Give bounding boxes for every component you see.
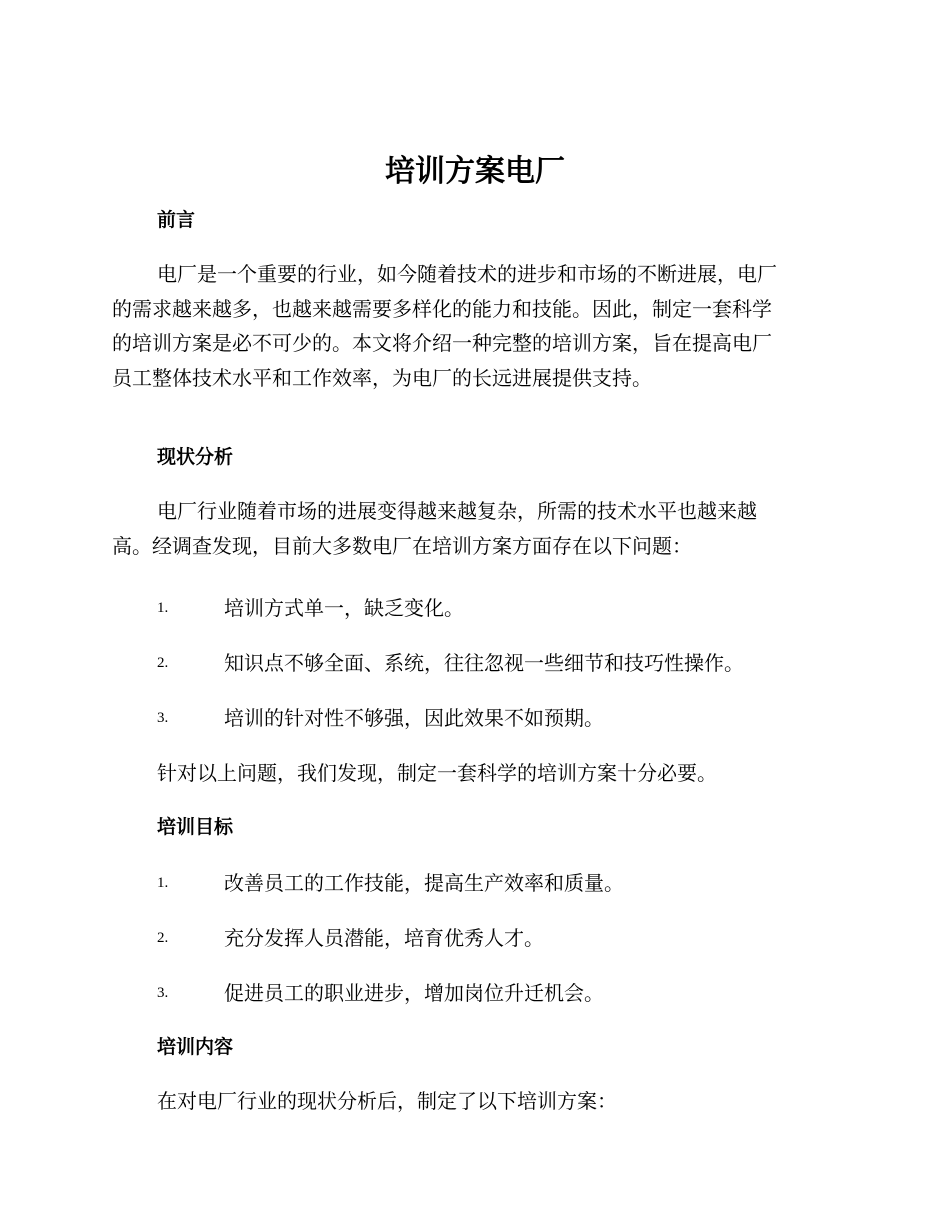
section-heading-training-goals: 培训目标 [157,816,234,838]
status-analysis-paragraph [112,494,832,563]
status-analysis-closing: 针对以上问题，我们发现，制定一套科学的培训方案十分必要。 [157,761,717,785]
section-heading-training-content: 培训内容 [157,1036,234,1058]
list-item-number: 2. [157,930,169,946]
list-item-text: 知识点不够全面、系统，往往忽视一些细节和技巧性操作。 [224,651,744,675]
paragraph-line: 的培训方案是必不可少的。本文将介绍一种完整的培训方案，旨在提高电厂 [112,331,772,355]
list-item-text: 充分发挥人员潜能，培育优秀人才。 [224,926,544,950]
list-item-number: 3. [157,985,169,1001]
section-heading-preface: 前言 [157,209,196,231]
list-item-text: 改善员工的工作技能，提高生产效率和质量。 [224,871,624,895]
list-item-text: 培训方式单一，缺乏变化。 [224,596,464,620]
list-item-number: 1. [157,875,169,891]
list-item-text: 培训的针对性不够强，因此效果不如预期。 [224,706,604,730]
training-content-intro: 在对电厂行业的现状分析后，制定了以下培训方案： [157,1089,617,1113]
paragraph-line: 员工整体技术水平和工作效率，为电厂的长远进展提供支持。 [112,365,652,390]
paragraph-line: 高。经调查发现，目前大多数电厂在培训方案方面存在以下问题： [112,533,692,558]
paragraph-line: 的需求越来越多，也越来越需要多样化的能力和技能。因此，制定一套科学 [112,296,772,321]
section-heading-status-analysis: 现状分析 [157,446,234,468]
list-item-number: 1. [157,600,169,616]
preface-paragraph [112,257,832,395]
paragraph-line: 电厂是一个重要的行业，如今随着技术的进步和市场的不断进展，电厂 [157,262,777,286]
list-item-text: 促进员工的职业进步，增加岗位升迁机会。 [224,981,604,1005]
list-item-number: 2. [157,655,169,671]
paragraph-line: 电厂行业随着市场的进展变得越来越复杂，所需的技术水平也越来越 [157,499,757,523]
document-title: 培训方案电厂 [385,154,565,189]
list-item-number: 3. [157,710,169,726]
